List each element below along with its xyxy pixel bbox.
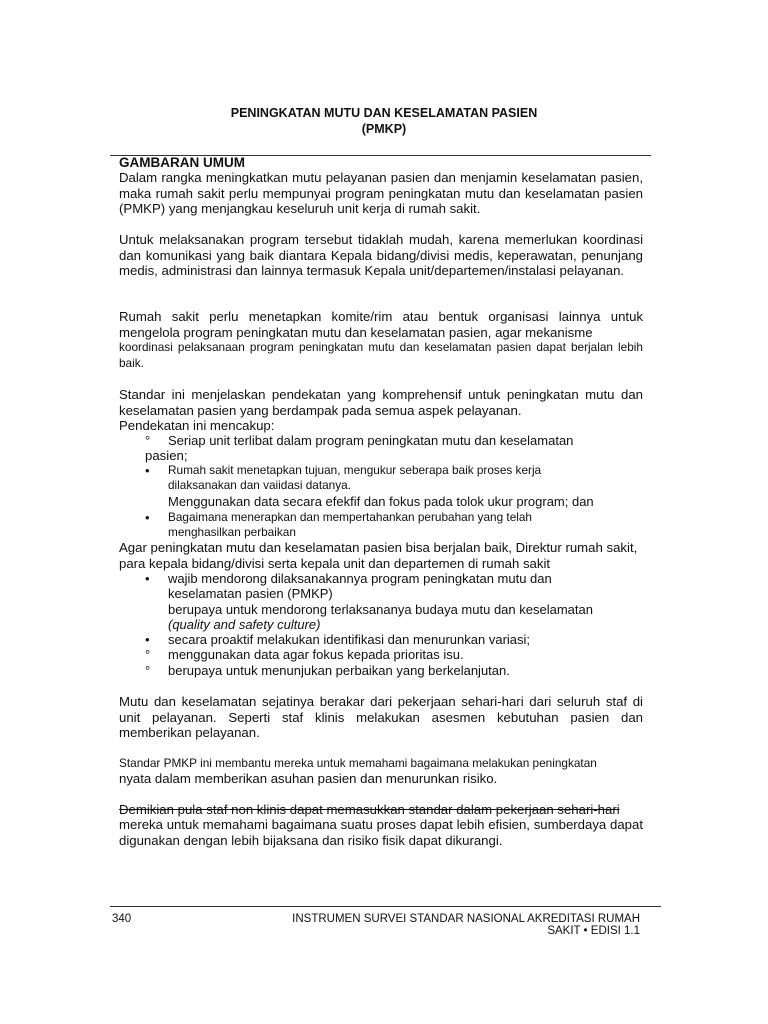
paragraph-6: Mutu dan keselamatan sejatinya berakar dari pekerjaan sehari-hari dari seluruh staf di unit pelayanan. Seperti staf klinis melakukan asesmen kebutuhan pasien dan memberikan pelayanan. bbox=[119, 694, 643, 740]
paragraph-2: Untuk melaksanakan program tersebut tidaklah mudah, karena memerlukan koordinasi dan komunikasi yang baik diantara Kepala bidang/divisi medis, keperawatan, penunjang medis, administrasi dan lainnya termasuk Kepala unit/departemen/instalasi pelayanan. bbox=[119, 232, 643, 278]
section-heading: GAMBARAN UMUM bbox=[119, 155, 245, 170]
paragraph-8a: Demikian pula staf non klinis dapat memasukkan standar dalam pekerjaan sehari-hari bbox=[119, 802, 620, 817]
paragraph-4: Standar ini menjelaskan pendekatan yang komprehensif untuk peningkatan mutu dan keselamatan pasien yang berdampak pada semua aspek pelayanan. bbox=[119, 387, 643, 418]
page-number: 340 bbox=[112, 913, 132, 925]
list-bullet: ° bbox=[145, 663, 151, 678]
list-item: (quality and safety culture) bbox=[168, 617, 321, 632]
paragraph-7b: nyata dalam memberikan asuhan pasien dan menurunkan risiko. bbox=[119, 771, 498, 786]
list-bullet: • bbox=[145, 463, 150, 478]
paragraph-5: Agar peningkatan mutu dan keselamatan pasien bisa berjalan baik, Direktur rumah sakit, para kepala bidang/divisi serta kepala unit dan departemen di rumah sakit bbox=[119, 540, 638, 571]
list-bullet: ° bbox=[145, 647, 151, 662]
paragraph-8b: mereka untuk memahami bagaimana suatu proses dapat lebih efisien, sumberdaya dapat digunakan dengan lebih bijaksana dan risiko fisik dapat dikurangi. bbox=[119, 817, 643, 848]
list-item: Menggunakan data secara efekfif dan fokus pada tolok ukur program; dan bbox=[168, 494, 594, 509]
paragraph-1: Dalam rangka meningkatkan mutu pelayanan pasien dan menjamin keselamatan pasien, maka rumah sakit perlu mempunyai program peningkatan mutu dan keselamatan pasien (PMKP) yang menjangkau keseluruh unit kerja di rumah sakit. bbox=[119, 170, 643, 216]
list-item-continuation: pasien; bbox=[145, 448, 188, 463]
list-item: berupaya untuk mendorong terlaksananya budaya mutu dan keselamatan bbox=[168, 602, 593, 617]
list-item: Rumah sakit menetapkan tujuan, mengukur seberapa baik proses kerja dilaksanakan dan vaiidasi datanya. bbox=[168, 463, 542, 493]
list-bullet: • bbox=[145, 510, 150, 525]
list-bullet: • bbox=[145, 571, 150, 586]
list-item: Bagaimana menerapkan dan mempertahankan perubahan yang telah menghasilkan perbaikan bbox=[168, 510, 532, 540]
list-bullet: • bbox=[145, 632, 150, 647]
list-item: menggunakan data agar fokus kepada prioritas isu. bbox=[168, 647, 464, 662]
list-bullet: ° bbox=[145, 433, 151, 448]
list-item: berupaya untuk menunjukan perbaikan yang berkelanjutan. bbox=[168, 663, 510, 678]
list-item: wajib mendorong dilaksanakannya program peningkatan mutu dan keselamatan pasien (PMKP) bbox=[168, 571, 552, 602]
running-footer-title: INSTRUMEN SURVEI STANDAR NASIONAL AKREDITASI RUMAH SAKIT • EDISI 1.1 bbox=[292, 913, 640, 937]
document-subtitle: (PMKP) bbox=[361, 122, 407, 136]
paragraph-4-intro: Pendekatan ini mencakup: bbox=[119, 418, 275, 433]
list-item: Seriap unit terlibat dalam program peningkatan mutu dan keselamatan bbox=[168, 433, 574, 448]
paragraph-3a: Rumah sakit perlu menetapkan komite/rim atau bentuk organisasi lainnya untuk mengelola program peningkatan mutu dan keselamatan pasien, agar mekanisme bbox=[119, 309, 643, 340]
paragraph-3b: koordinasi pelaksanaan program peningkatan mutu dan keselamatan pasien dapat berjalan lebih baik. bbox=[119, 340, 643, 370]
footer-rule bbox=[110, 906, 661, 907]
paragraph-7a: Standar PMKP ini membantu mereka untuk memahami bagaimana melakukan peningkatan bbox=[119, 756, 597, 770]
document-title: PENINGKATAN MUTU DAN KESELAMATAN PASIEN bbox=[230, 106, 538, 120]
list-item: secara proaktif melakukan identifikasi dan menurunkan variasi; bbox=[168, 632, 531, 647]
